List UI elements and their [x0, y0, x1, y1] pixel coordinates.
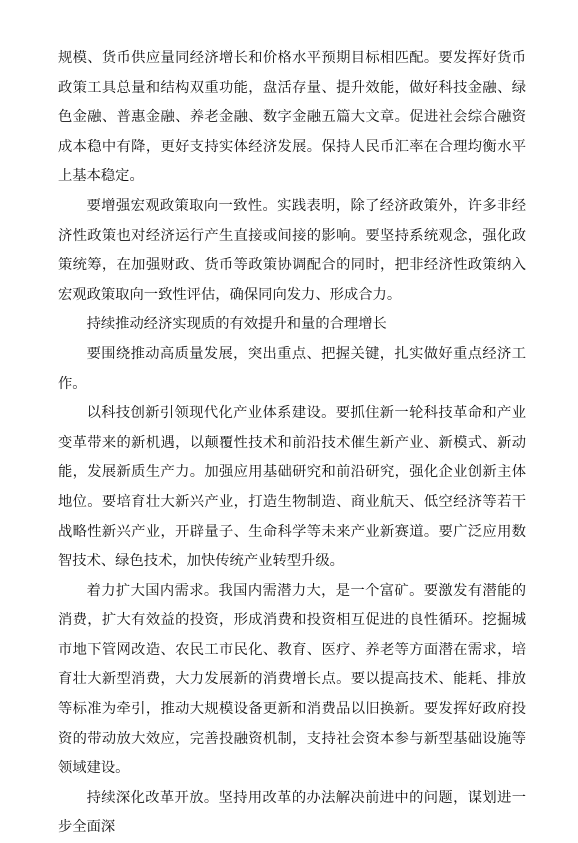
paragraph-tech-innovation: 以科技创新引领现代化产业体系建设。要抓住新一轮科技革命和产业变革带来的新机遇，以颠覆性技术和前沿技术催生新产业、新模式、新动能，发展新质生产力。加强应用基础研究和前沿研究，强化企业创新主体地位。要培育壮大新兴产业，打造生物制造、商业航天、低空经济等若干战略性新兴产业，开辟量子、生命科学等未来产业新赛道。要广泛应用数智技术、绿色技术，加快传统产业转型升级。: [58, 405, 526, 570]
section-heading-growth: 持续推动经济实现质的有效提升和量的合理增长: [86, 316, 387, 333]
paragraph-policy-consistency: 要增强宏观政策取向一致性。实践表明，除了经济政策外，许多非经济性政策也对经济运行产生直接或间接的影响。要坚持系统观念，强化政策统筹，在加强财政、货币等政策协调配合的同时，把非经济性政策纳入宏观政策取向一致性评估，确保同向发力、形成合力。: [58, 197, 526, 303]
paragraph-reform-opening: 持续深化改革开放。坚持用改革的办法解决前进中的问题，谋划进一步全面深: [58, 789, 526, 836]
paragraph-monetary-policy: 规模、货币供应量同经济增长和价格水平预期目标相匹配。要发挥好货币政策工具总量和结构双重功能，盘活存量、提升效能，做好科技金融、绿色金融、普惠金融、养老金融、数字金融五篇大文章。促进社会综合融资成本稳中有降，更好支持实体经济发展。保持人民币汇率在合理均衡水平上基本稳定。: [58, 50, 526, 185]
document-body: [58, 44, 526, 843]
paragraph-domestic-demand: 着力扩大国内需求。我国内需潜力大，是一个富矿。要激发有潜能的消费，扩大有效益的投资，形成消费和投资相互促进的良性循环。挖掘城市地下管网改造、农民工市民化、教育、医疗、养老等方面潜在需求，培育壮大新型消费，大力发展新的消费增长点。要以提高技术、能耗、排放等标准为牵引，推动大规模设备更新和消费品以旧换新。要发挥好政府投资的带动放大效应，完善投融资机制，支持社会资本参与新型基础设施等领域建设。: [58, 582, 526, 777]
paragraph-key-work: 要围绕推动高质量发展，突出重点、把握关键，扎实做好重点经济工作。: [58, 345, 526, 392]
